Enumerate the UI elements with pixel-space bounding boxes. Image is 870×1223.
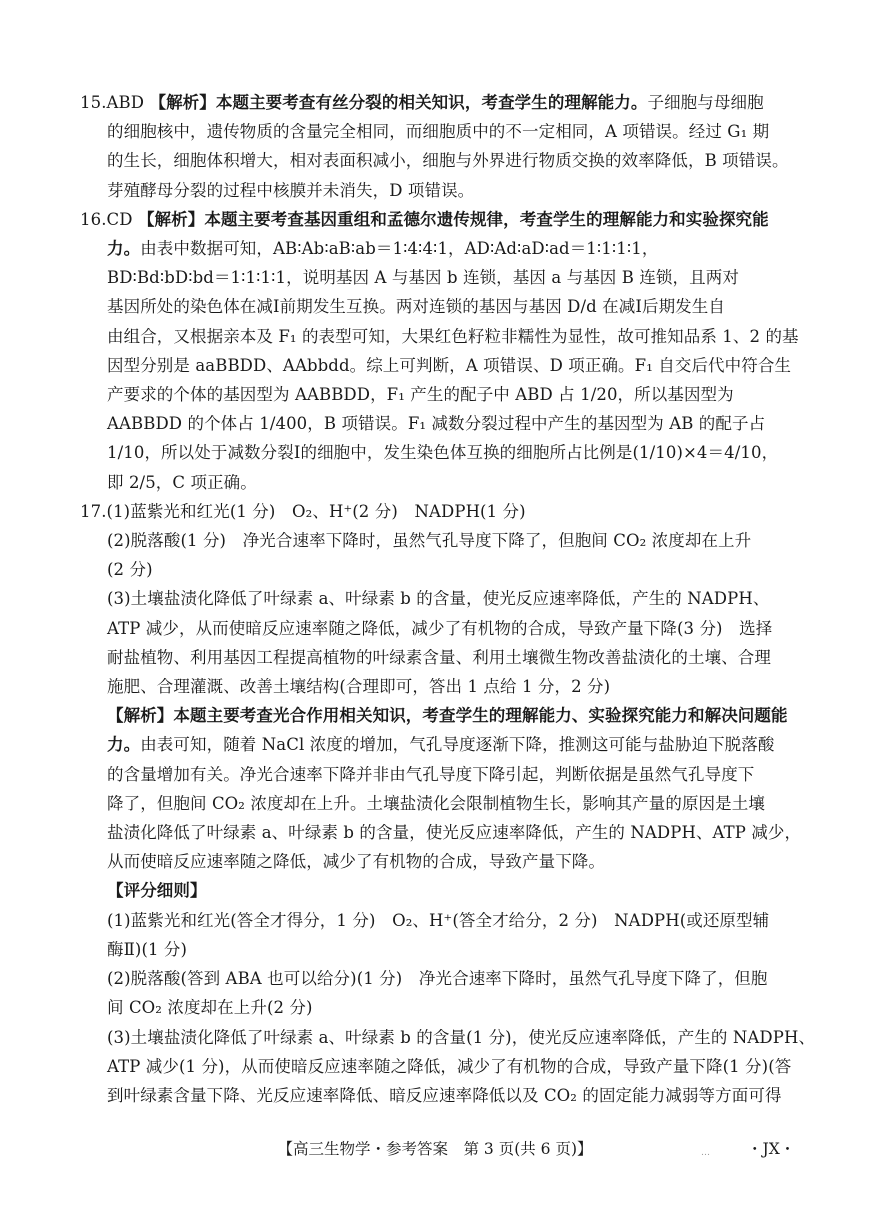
footer-page-info: 【高三生物学・参考答案 第 3 页(共 6 页)】 [277,1140,593,1158]
q16-line-9: 1/10，所以处于减数分裂Ⅰ的细胞中，发生染色体互换的细胞所占比例是(1/10)×4＝4/10， [107,443,779,463]
q17-analysis-line-2: 力。由表可知，随着 NaCl 浓度的增加，气孔导度逐渐下降，推测这可能与盐胁迫下脱落酸 [107,735,775,755]
q17-rubric-line-3: (2)脱落酸(答到 ABA 也可以给分)(1 分) 净光合速率下降时，虽然气孔导度下降了，但胞 [107,969,768,989]
q17-line-6: 耐盐植物、利用基因工程提高植物的叶绿素含量、利用土壤微生物改善盐渍化的土壤、合理 [107,647,771,667]
question-17 [80,497,816,1110]
q17-line-1: 17.(1)蓝紫光和红光(1 分) O₂、H⁺(2 分) NADPH(1 分) [80,501,526,521]
q16-line-3: BD∶Bd∶bD∶bd＝1∶1∶1∶1，说明基因 A 与基因 b 连锁，基因 a 与基因 B 连锁，且两对 [107,268,739,288]
q15-line-1: 15.ABD 【解析】本题主要考查有丝分裂的相关知识，考查学生的理解能力。子细胞与母细胞 [80,93,764,112]
q16-line-7: 产要求的个体的基因型为 AABBDD，F₁ 产生的配子中 ABD 占 1/20，所以基因型为 [107,385,734,405]
q17-line-3: (2 分) [107,560,153,580]
q16-line-10: 即 2/5，C 项正确。 [107,472,257,492]
q17-line-2: (2)脱落酸(1 分) 净光合速率下降时，虽然气孔导度下降了，但胞间 CO₂ 浓度却在上升 [107,531,752,551]
footer-code: ・JX・ [747,1140,796,1158]
q17-analysis-line-6: 从而使暗反应速率随之降低，减少了有机物的合成，导致产量下降。 [107,852,605,872]
q17-line-5: ATP 减少，从而使暗反应速率随之降低，减少了有机物的合成，导致产量下降(3 分) 选择 [107,618,773,638]
q15-line-3: 的生长，细胞体积增大，相对表面积减小，细胞与外界进行物质交换的效率降低，B 项错误。 [107,151,789,171]
footer-mark: … [701,1148,710,1158]
answer-content [80,88,816,1110]
q17-rubric-line-7: 到叶绿素含量下降、光反应速率降低、暗反应速率降低以及 CO₂ 的固定能力减弱等方面可得 [107,1085,782,1105]
q17-rubric-line-4: 间 CO₂ 浓度却在上升(2 分) [107,998,313,1018]
q17-rubric-heading: 【评分细则】 [107,881,207,901]
q16-line-5: 由组合，又根据亲本及 F₁ 的表型可知，大果红色籽粒非糯性为显性，故可推知品系 1、2 的基 [107,326,799,346]
q17-analysis-line-1: 【解析】本题主要考查光合作用相关知识，考查学生的理解能力、实验探究能力和解决问题能 [107,706,788,726]
q17-rubric-line-2: 酶Ⅱ)(1 分) [107,939,188,959]
question-15 [80,88,790,205]
q17-analysis-line-3: 的含量增加有关。净光合速率下降并非由气孔导度下降引起，判断依据是虽然气孔导度下 [107,764,755,784]
q16-line-2: 力。由表中数据可知，AB∶Ab∶aB∶ab＝1∶4∶4∶1，AD∶Ad∶aD∶ad＝1∶1∶1∶1， [107,239,659,259]
q17-rubric-line-5: (3)土壤盐渍化降低了叶绿素 a、叶绿素 b 的含量(1 分)，使光反应速率降低，产生的 NADPH、 [107,1027,816,1047]
q16-line-1: 16.CD 【解析】本题主要考查基因重组和孟德尔遗传规律，考查学生的理解能力和实验探究能 [80,209,769,229]
q17-rubric-line-1: (1)蓝紫光和红光(答全才得分，1 分) O₂、H⁺(答全才给分，2 分) NADPH(或还原型辅 [107,910,770,930]
q16-line-6: 因型分别是 aaBBDD、AAbbdd。综上可判断，A 项错误、D 项正确。F₁ 自交后代中符合生 [107,355,792,375]
question-16 [80,205,799,497]
q17-line-4: (3)土壤盐渍化降低了叶绿素 a、叶绿素 b 的含量，使光反应速率降低，产生的 NADPH、 [107,589,770,609]
q16-line-8: AABBDD 的个体占 1/400，B 项错误。F₁ 减数分裂过程中产生的基因型为 AB 的配子占 [107,414,766,434]
q15-line-4: 芽殖酵母分裂的过程中核膜并未消失，D 项错误。 [107,180,475,200]
q17-line-7: 施肥、合理灌溉、改善土壤结构(合理即可，答出 1 点给 1 分，2 分) [107,677,611,697]
q15-line-2: 的细胞核中，遗传物质的含量完全相同，而细胞质中的不一定相同，A 项错误。经过 G₁ 期 [107,122,770,142]
q17-analysis-line-5: 盐渍化降低了叶绿素 a、叶绿素 b 的含量，使光反应速率降低，产生的 NADPH、ATP 减少， [107,823,802,843]
q17-rubric-line-6: ATP 减少(1 分)，从而使暗反应速率随之降低，减少了有机物的合成，导致产量下降(1 分)(答 [107,1056,792,1076]
q17-analysis-line-4: 降了，但胞间 CO₂ 浓度却在上升。土壤盐渍化会限制植物生长，影响其产量的原因是土壤 [107,793,765,813]
q16-line-4: 基因所处的染色体在减Ⅰ前期发生互换。两对连锁的基因与基因 D/d 在减Ⅰ后期发生自 [107,297,725,317]
